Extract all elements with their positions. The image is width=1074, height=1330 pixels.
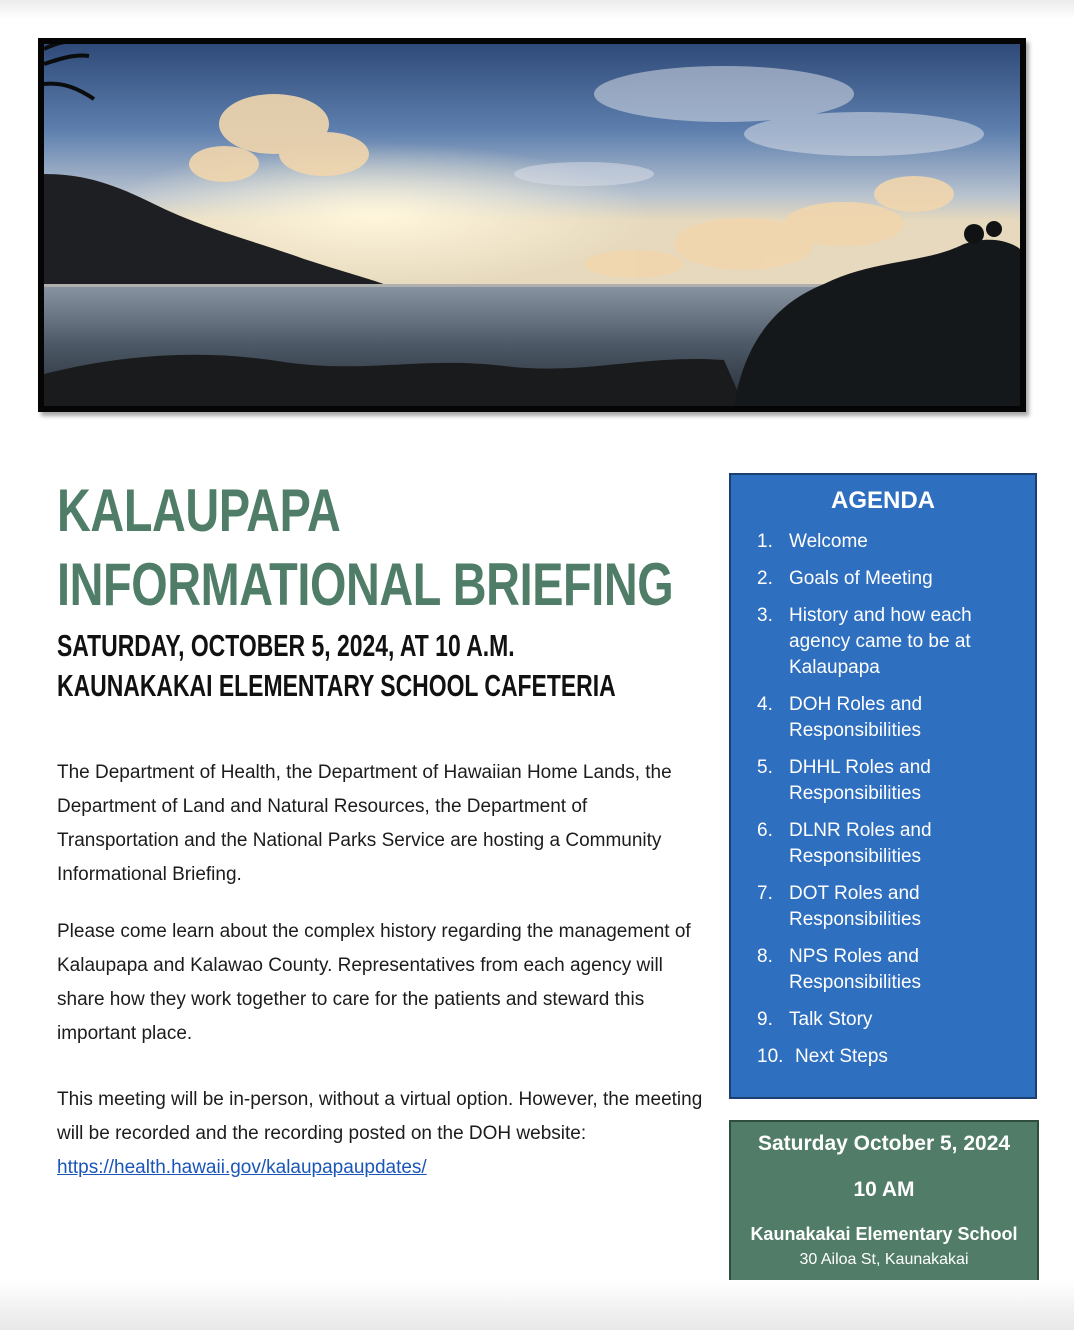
agenda-item-number: 10. [757, 1046, 784, 1067]
agenda-box [729, 473, 1037, 1099]
event-address: 30 Ailoa St, Kaunakakai [799, 1251, 969, 1268]
agenda-item-label: DLNR Roles and Responsibilities [789, 820, 932, 867]
agenda-item-number: 8. [757, 946, 773, 967]
recording-paragraph [57, 1083, 707, 1185]
kalaupapa-sunset-photo [44, 44, 1020, 406]
recording-text: This meeting will be in-person, without a virtual option. However, the meeting will be recorded and the recording posted on the DOH website: [57, 1089, 703, 1144]
intro-paragraph: The Department of Health, the Department of Hawaiian Home Lands, the Department of Land and Natural Resources, the Department of Transportation and the National Parks Service are hosting a Community Informational Briefing. [57, 762, 672, 885]
title-line-2: INFORMATIONAL BRIEFING [57, 551, 674, 618]
agenda-item-label: History and how each agency came to be at Kalaupapa [789, 605, 972, 678]
agenda-item [731, 1044, 1035, 1070]
agenda-item-number: 6. [757, 820, 773, 841]
agenda-item-label: DHHL Roles and Responsibilities [789, 757, 931, 804]
agenda-item-number: 7. [757, 883, 773, 904]
agenda-item-number: 5. [757, 757, 773, 778]
agenda-list [731, 529, 1035, 1070]
hero-photo-frame [38, 38, 1026, 412]
agenda-item-number: 3. [757, 605, 773, 626]
agenda-item [731, 755, 1035, 807]
subtitle-venue: KAUNAKAKAI ELEMENTARY SCHOOL CAFETERIA [57, 668, 616, 703]
agenda-item-label: Welcome [789, 531, 868, 552]
agenda-item-label: Talk Story [789, 1009, 873, 1030]
event-subtitle [57, 626, 616, 706]
event-details-box [729, 1120, 1039, 1288]
page-top-shade [0, 0, 1074, 20]
agenda-item-label: NPS Roles and Responsibilities [789, 946, 922, 993]
event-date: Saturday October 5, 2024 [757, 1132, 1011, 1155]
agenda-item-number: 2. [757, 568, 773, 589]
agenda-item-number: 9. [757, 1009, 773, 1030]
agenda-item-label: Next Steps [795, 1046, 888, 1067]
subtitle-date: SATURDAY, OCTOBER 5, 2024, AT 10 A.M. [57, 628, 515, 663]
event-venue: Kaunakakai Elementary School [750, 1224, 1018, 1244]
agenda-item [731, 529, 1035, 555]
page-bottom-shade [0, 1280, 1074, 1330]
event-time: 10 AM [853, 1178, 915, 1201]
title-line-1: KALAUPAPA [57, 477, 341, 544]
agenda-item [731, 944, 1035, 996]
agenda-item-label: DOT Roles and Responsibilities [789, 883, 922, 930]
agenda-item [731, 603, 1035, 681]
agenda-item-number: 1. [757, 531, 773, 552]
agenda-title: AGENDA [830, 487, 935, 514]
agenda-item-number: 4. [757, 694, 773, 715]
history-paragraph: Please come learn about the complex history regarding the management of Kalaupapa and Kalawao County. Representatives from each agency will share how they work together to care for the patients and steward this important place. [57, 921, 691, 1044]
agenda-item [731, 881, 1035, 933]
agenda-item-label: DOH Roles and Responsibilities [789, 694, 923, 741]
agenda-item [731, 1007, 1035, 1033]
page-title [57, 474, 673, 622]
agenda-item-label: Goals of Meeting [789, 568, 933, 589]
agenda-item [731, 566, 1035, 592]
agenda-item [731, 818, 1035, 870]
doh-website-link[interactable]: https://health.hawaii.gov/kalaupapaupdates/ [57, 1157, 427, 1178]
agenda-item [731, 692, 1035, 744]
